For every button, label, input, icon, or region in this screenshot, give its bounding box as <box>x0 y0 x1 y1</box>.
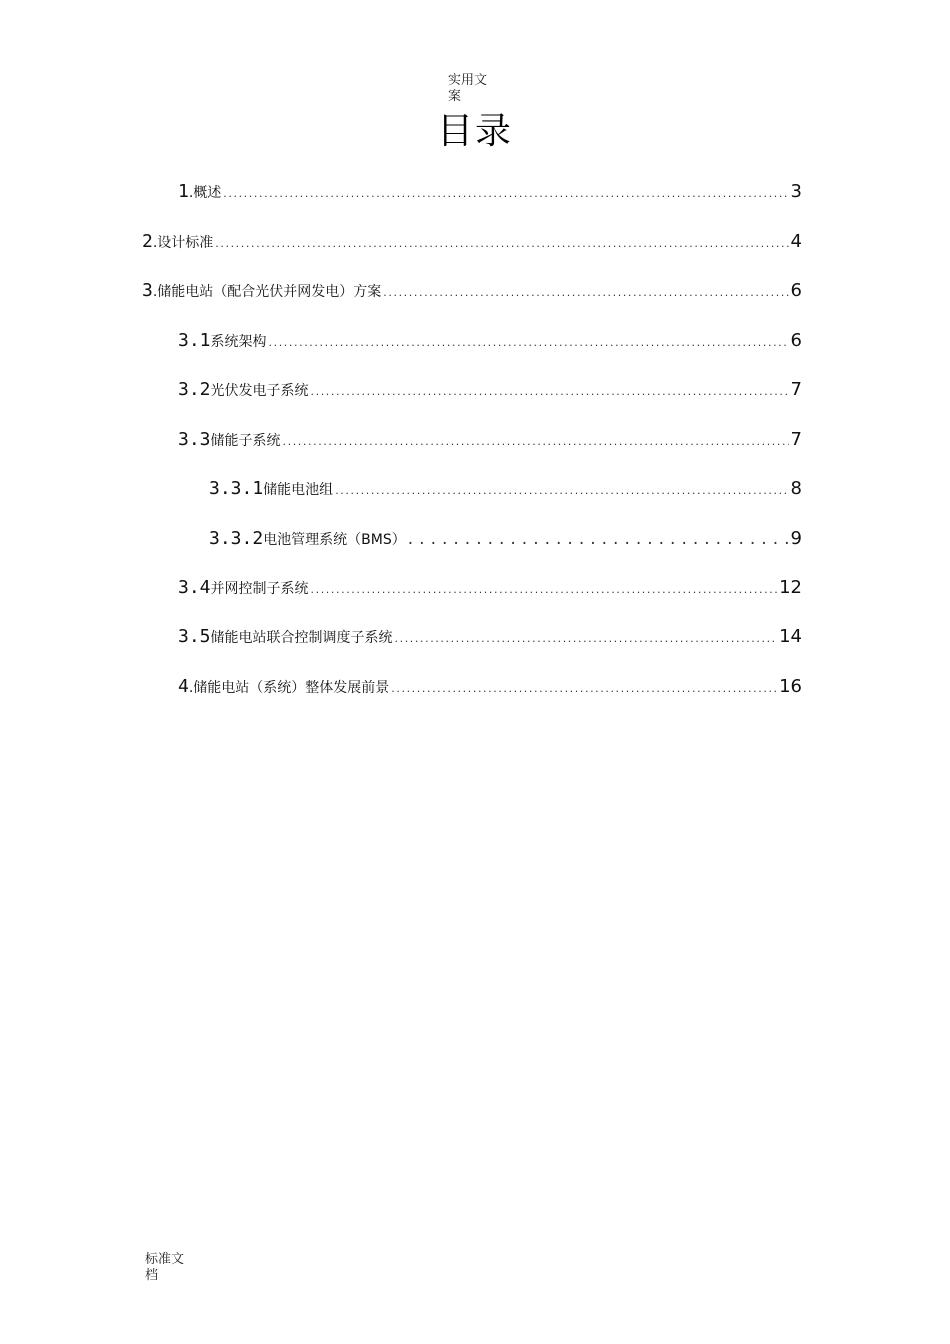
toc-entry-label: .概述 <box>188 185 222 201</box>
toc-entry-3[interactable] <box>142 280 802 306</box>
toc-dot-leader <box>395 632 778 645</box>
toc-entry-label: 并网控制子系统 <box>210 581 309 597</box>
toc-entry-3-3[interactable] <box>178 429 802 455</box>
footer-note: 标准文档 <box>145 1252 185 1283</box>
toc-entry-3-3-1[interactable] <box>209 478 802 504</box>
toc-dot-leader <box>215 237 788 250</box>
toc-entry-page: 9 <box>790 528 802 549</box>
toc-entry-page: 7 <box>790 379 802 400</box>
toc-dot-leader <box>311 385 789 398</box>
toc-dot-leader <box>223 187 788 200</box>
toc-dot-leader <box>383 286 788 299</box>
toc-entry-number: 3.1 <box>178 330 211 351</box>
toc-entry-label: 储能电池组 <box>263 482 334 498</box>
toc-entry-page: 12 <box>779 577 802 598</box>
toc-entry-number: 3.3.2 <box>209 528 264 549</box>
toc-entry-4[interactable] <box>178 676 802 702</box>
toc-entry-page: 6 <box>790 330 802 351</box>
toc-entry-label: 电池管理系统（BMS） <box>263 532 406 548</box>
toc-entry-number: 3.3.1 <box>209 478 264 499</box>
toc-entry-number: 3.4 <box>178 577 211 598</box>
toc-entry-number: 3.3 <box>178 429 211 450</box>
toc-entry-page: 8 <box>790 478 802 499</box>
toc-entry-number: 2 <box>142 231 153 252</box>
toc-dot-leader <box>391 682 777 695</box>
toc-entry-label: 系统架构 <box>210 334 267 350</box>
toc-entry-number: 4 <box>178 676 189 697</box>
toc-entry-label: 光伏发电子系统 <box>210 383 309 399</box>
toc-entry-number: 1 <box>178 181 189 202</box>
toc-entry-page: 4 <box>790 231 802 252</box>
toc-entry-number: 3 <box>142 280 153 301</box>
toc-dot-leader <box>408 529 789 549</box>
page-title: 目录 <box>436 111 513 152</box>
toc-entry-page: 6 <box>790 280 802 301</box>
toc-dot-leader <box>335 484 788 497</box>
toc-entry-3-1[interactable] <box>178 330 802 356</box>
toc-entry-3-4[interactable] <box>178 577 802 603</box>
toc-dot-leader <box>311 583 778 596</box>
header-note: 实用文案 <box>448 73 488 104</box>
toc-entry-number: 3.2 <box>178 379 211 400</box>
toc-entry-label: .设计标准 <box>152 235 214 251</box>
toc-dot-leader <box>283 435 789 448</box>
toc-entry-3-5[interactable] <box>178 626 802 652</box>
toc-entry-1[interactable] <box>178 181 802 207</box>
toc-dot-leader <box>269 336 789 349</box>
toc-entry-label: .储能电站（系统）整体发展前景 <box>188 680 390 696</box>
toc-entry-page: 16 <box>779 676 802 697</box>
toc-entry-label: 储能电站联合控制调度子系统 <box>210 630 393 646</box>
toc-entry-number: 3.5 <box>178 626 211 647</box>
toc-entry-3-3-2[interactable] <box>209 528 802 554</box>
toc-entry-label: .储能电站（配合光伏并网发电）方案 <box>152 284 382 300</box>
toc-entry-page: 14 <box>779 626 802 647</box>
toc-entry-label: 储能子系统 <box>210 433 281 449</box>
toc-entry-page: 3 <box>790 181 802 202</box>
toc-entry-2[interactable] <box>142 231 802 257</box>
toc-entry-3-2[interactable] <box>178 379 802 405</box>
toc-entry-page: 7 <box>790 429 802 450</box>
